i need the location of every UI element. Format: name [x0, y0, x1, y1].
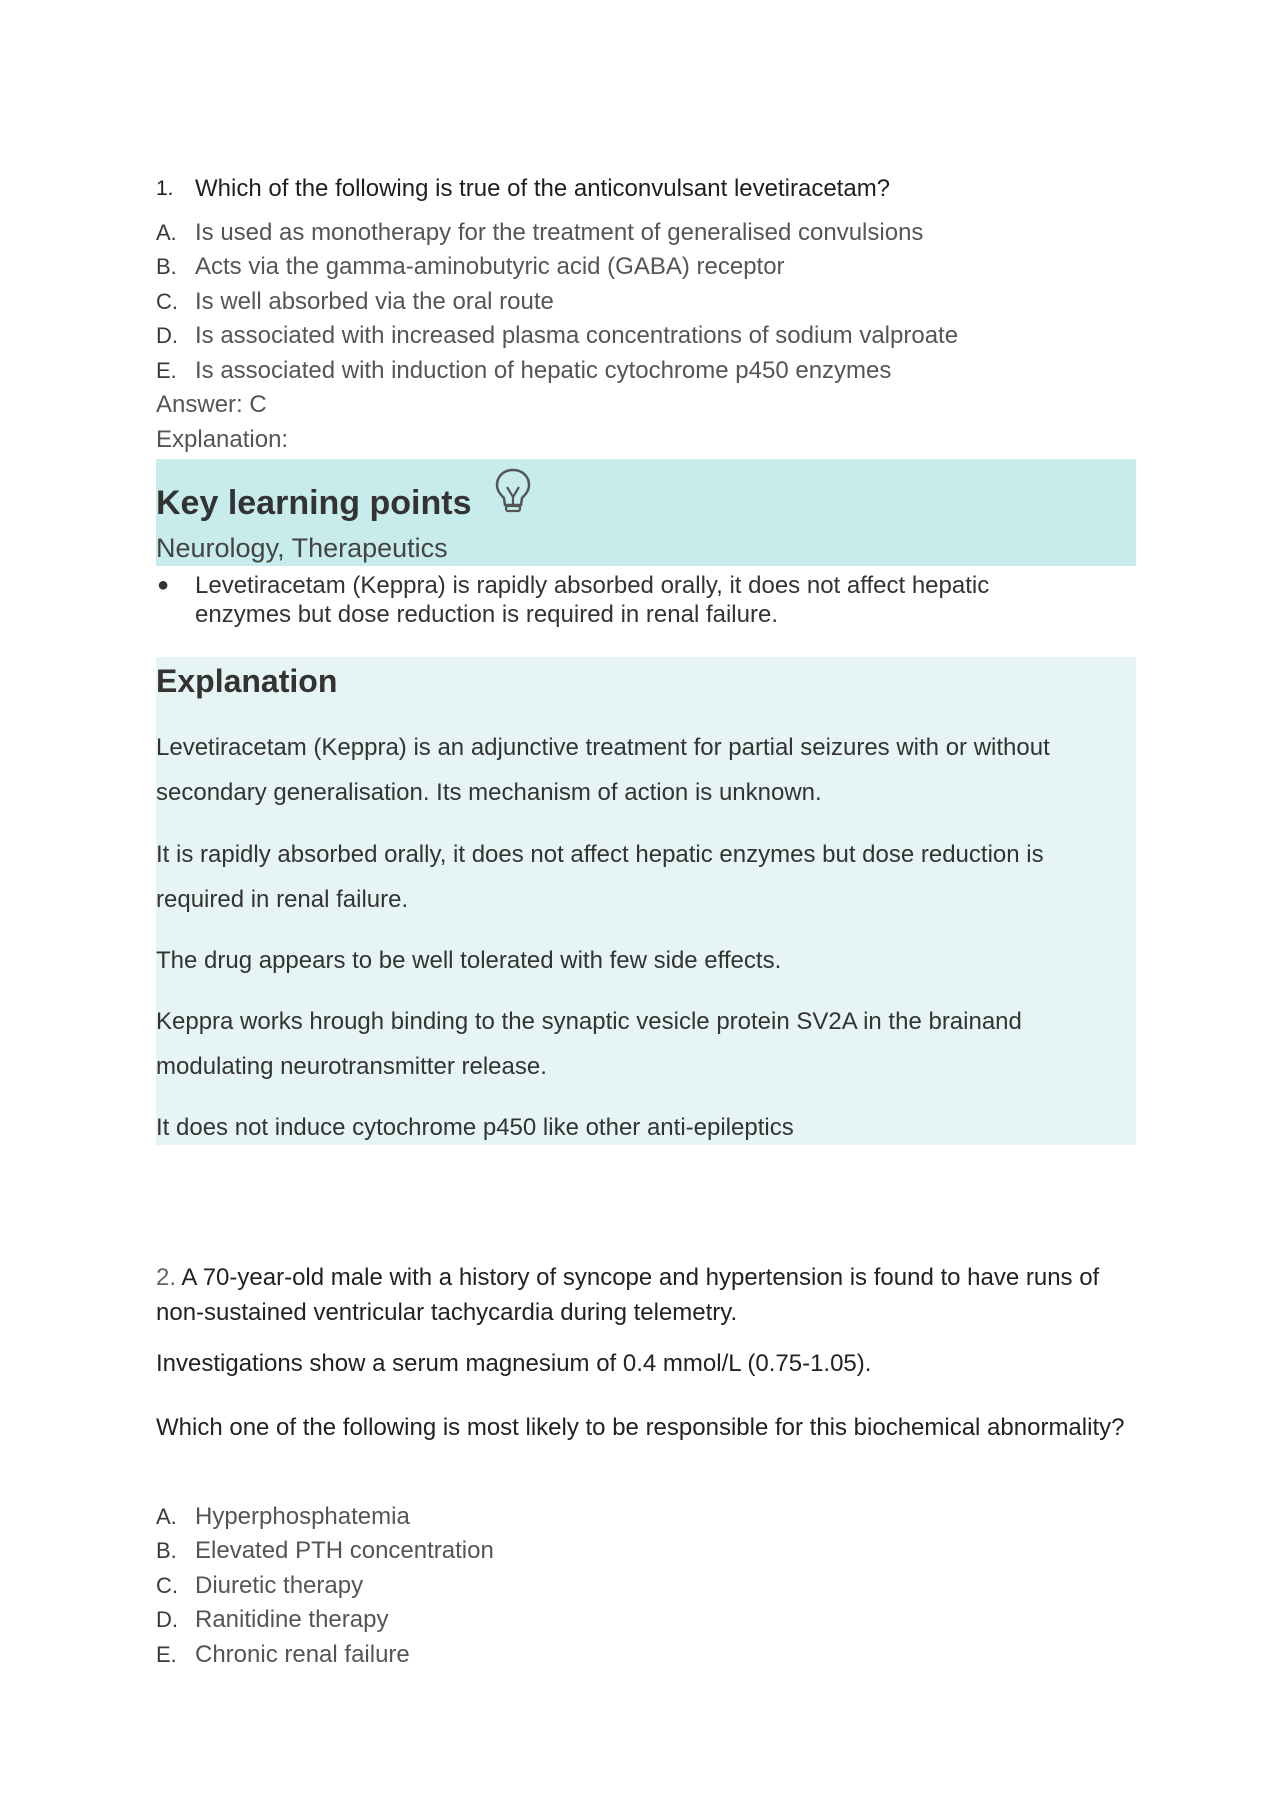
option-a	[156, 1500, 494, 1534]
option-text: Chronic renal failure	[195, 1640, 410, 1668]
option-letter: E.	[156, 357, 177, 383]
option-letter: A.	[156, 1504, 177, 1529]
option-letter: B.	[156, 254, 177, 280]
question-number: 2.	[156, 1264, 177, 1291]
answer-line: Answer: C	[156, 391, 267, 418]
question-number: 1.	[156, 177, 174, 200]
lightbulb-icon	[494, 467, 532, 515]
option-d	[156, 319, 958, 353]
option-b	[156, 250, 958, 284]
option-d	[156, 1603, 494, 1637]
explanation-paragraph: Levetiracetam (Keppra) is an adjunctive treatment for partial seizures with or without secondary generalisation. Its mechanism of action is unknown.	[156, 734, 1050, 806]
option-a	[156, 216, 958, 250]
question-2-options	[156, 1500, 494, 1672]
option-letter: E.	[156, 1641, 177, 1667]
question-1-options	[156, 216, 958, 388]
option-c	[156, 285, 958, 319]
option-text: Hyperphosphatemia	[195, 1503, 410, 1530]
question-2-prompt: Which one of the following is most likely to be responsible for this biochemical abnormality?	[156, 1414, 1125, 1441]
option-text: Is well absorbed via the oral route	[195, 287, 554, 315]
option-e	[156, 354, 958, 388]
explanation-paragraph: The drug appears to be well tolerated with few side effects.	[156, 947, 782, 974]
key-learning-topics: Neurology, Therapeutics	[156, 533, 448, 563]
explanation-title: Explanation	[156, 663, 338, 699]
key-learning-points-box	[156, 459, 1136, 566]
key-learning-title: Key learning points	[156, 484, 472, 522]
option-text: Is used as monotherapy for the treatment of generalised convulsions	[195, 219, 924, 246]
explanation-paragraph: Keppra works hrough binding to the synaptic vesicle protein SV2A in the brainand modulating neurotransmitter release.	[156, 1008, 1022, 1080]
option-letter: B.	[156, 1538, 177, 1564]
bullet-dot: ●	[157, 574, 170, 596]
option-text: Acts via the gamma-aminobutyric acid (GABA) receptor	[195, 253, 785, 281]
option-b	[156, 1534, 494, 1568]
option-text: Is associated with increased plasma concentrations of sodium valproate	[195, 322, 959, 350]
question-text: Which of the following is true of the anticonvulsant levetiracetam?	[195, 175, 891, 202]
option-letter: C.	[156, 1572, 178, 1598]
option-e	[156, 1638, 494, 1672]
key-learning-bullet	[117, 571, 1097, 629]
option-text: Elevated PTH concentration	[195, 1537, 494, 1565]
option-text: Is associated with induction of hepatic cytochrome p450 enzymes	[195, 356, 892, 384]
question-1-stem	[156, 172, 890, 206]
explanation-box	[156, 657, 1136, 1145]
option-letter: D.	[156, 1607, 178, 1633]
explanation-paragraph: It does not induce cytochrome p450 like other anti-epileptics	[156, 1114, 794, 1141]
option-text: Diuretic therapy	[195, 1571, 364, 1599]
question-2-stem	[156, 1260, 1136, 1330]
option-letter: D.	[156, 323, 178, 349]
option-letter: C.	[156, 288, 178, 314]
question-2-investigations: Investigations show a serum magnesium of 0.4 mmol/L (0.75-1.05).	[156, 1350, 872, 1377]
key-learning-bullet-text: Levetiracetam (Keppra) is rapidly absorbed orally, it does not affect hepatic enzymes but dose reduction is required in renal failure.	[195, 572, 990, 628]
option-c	[156, 1569, 494, 1603]
explanation-label: Explanation:	[156, 426, 289, 453]
option-letter: A.	[156, 220, 177, 245]
explanation-paragraph: It is rapidly absorbed orally, it does not affect hepatic enzymes but dose reduction is required in renal failure.	[156, 841, 1044, 913]
question-text: A 70-year-old male with a history of syncope and hypertension is found to have runs of non-sustained ventricular tachycardia during telemetry.	[156, 1264, 1100, 1326]
option-text: Ranitidine therapy	[195, 1606, 389, 1634]
